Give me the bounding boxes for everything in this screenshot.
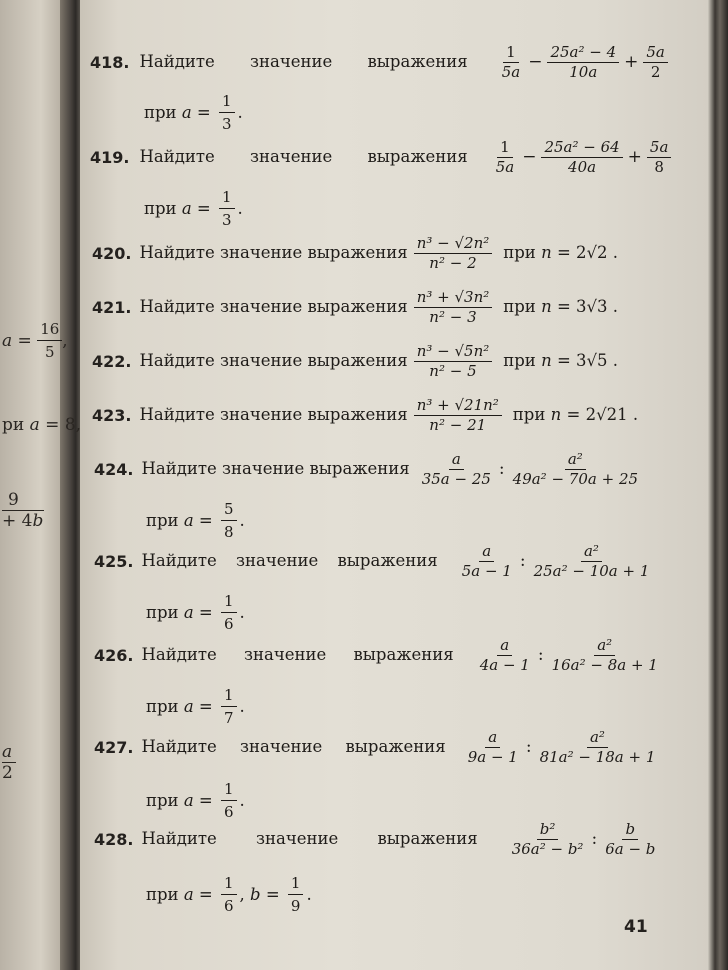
- problem-422: [92, 344, 618, 379]
- problem-prompt: Найдите значение выражения: [141, 551, 438, 571]
- expression: $\frac{a}{4a - 1}$ : $\frac{\text{a²}}{\text{16a² − 8a + 1}}$: [479, 636, 658, 674]
- problem-number: 424.: [94, 459, 134, 479]
- problem-420: [92, 236, 618, 271]
- condition-423: при n = 2√21 .: [512, 405, 639, 425]
- problem-425: [94, 544, 655, 579]
- problem-prompt: Найдите значение выражения: [139, 147, 468, 167]
- problem-prompt: Найдите значение выражения: [139, 297, 408, 317]
- problem-prompt: Найдите значение выражения: [141, 737, 446, 757]
- expression: $\frac{\text{b²}}{\text{36a² − b²}}$ : $\frac{b}{6a - b}$: [511, 820, 656, 858]
- condition-425: при a = $\frac{1}{6}$ .: [146, 592, 245, 633]
- page-edge-shadow: [708, 0, 728, 970]
- problem-number: 419.: [90, 147, 130, 167]
- condition-428: при a = $\frac{1}{6}$ , b = $\frac{1}{9}$ .: [146, 874, 312, 915]
- page-number: 41: [624, 917, 648, 937]
- left-fragment-a16-5: a = $\frac{16}{5}$ ,: [2, 320, 68, 361]
- problem-number: 425.: [94, 551, 134, 571]
- problem-number: 423.: [92, 405, 132, 425]
- problem-prompt: Найдите значение выражения: [141, 645, 454, 665]
- left-fragment-a-2: a 2: [2, 742, 16, 783]
- condition-419: при a = $\frac{1}{3}$ .: [144, 188, 243, 229]
- expression: $\frac{\text{n³ − √2n²}}{\text{n² − 2}}$: [414, 236, 493, 271]
- condition-421: при n = 3√3 .: [503, 297, 619, 317]
- problem-427: [94, 730, 661, 765]
- problem-prompt: Найдите значение выражения: [139, 351, 408, 371]
- condition-420: при n = 2√2 .: [503, 243, 619, 263]
- expression: $\frac{\text{n³ + √3n²}}{\text{n² − 3}}$: [414, 290, 493, 325]
- expression: $\frac{\text{n³ + √21n²}}{\text{n² − 21}}$: [414, 398, 502, 433]
- problem-424: [94, 452, 644, 487]
- problem-prompt: Найдите значение выражения: [139, 405, 408, 425]
- expression: $\frac{a}{5a - 1}$ : $\frac{\text{a²}}{\text{25a² − 10a + 1}}$: [461, 542, 650, 580]
- problem-number: 428.: [94, 829, 134, 849]
- condition-427: при a = $\frac{1}{6}$ .: [146, 780, 245, 821]
- problem-number: 426.: [94, 645, 134, 665]
- problem-number: 420.: [92, 243, 132, 263]
- problem-419: [90, 140, 674, 175]
- problem-prompt: Найдите значение выражения: [139, 243, 408, 263]
- expression: $\frac{a}{35a - 25}$ : $\frac{\text{a²}}{\text{49a² − 70a + 25}}$: [421, 450, 639, 488]
- problem-426: [94, 638, 664, 673]
- problem-number: 418.: [90, 52, 130, 72]
- expression: $\frac{1}{5a}$ − $\frac{\text{25a² − 4}}{10a}$ + $\frac{5a}{2}$: [496, 45, 671, 80]
- left-fragment-9-4b: 9 + 4b: [2, 490, 44, 531]
- condition-422: при n = 3√5 .: [503, 351, 619, 371]
- problem-number: 427.: [94, 737, 134, 757]
- condition-424: при a = $\frac{5}{8}$ .: [146, 500, 245, 541]
- condition-418: при a = $\frac{1}{3}$ .: [144, 92, 243, 133]
- problem-prompt: Найдите значение выражения: [141, 459, 410, 479]
- problem-prompt: Найдите значение выражения: [141, 829, 478, 849]
- problem-421: [92, 290, 618, 325]
- problem-prompt: Найдите значение выражения: [139, 52, 468, 72]
- problem-418: [90, 45, 671, 80]
- problem-number: 422.: [92, 351, 132, 371]
- condition-426: при a = $\frac{1}{7}$ .: [146, 686, 245, 727]
- problem-428: [94, 822, 661, 857]
- left-fragment-a8: ри a = 8,: [2, 415, 82, 435]
- expression: $\frac{\text{n³ − √5n²}}{\text{n² − 5}}$: [414, 344, 493, 379]
- problem-number: 421.: [92, 297, 132, 317]
- expression: $\frac{a}{9a - 1}$ : $\frac{\text{a²}}{\text{81a² − 18a + 1}}$: [467, 728, 656, 766]
- problem-423: [92, 398, 638, 433]
- expression: $\frac{1}{5a}$ − $\frac{\text{25a² − 64}}{40a}$ + $\frac{5a}{8}$: [490, 140, 675, 175]
